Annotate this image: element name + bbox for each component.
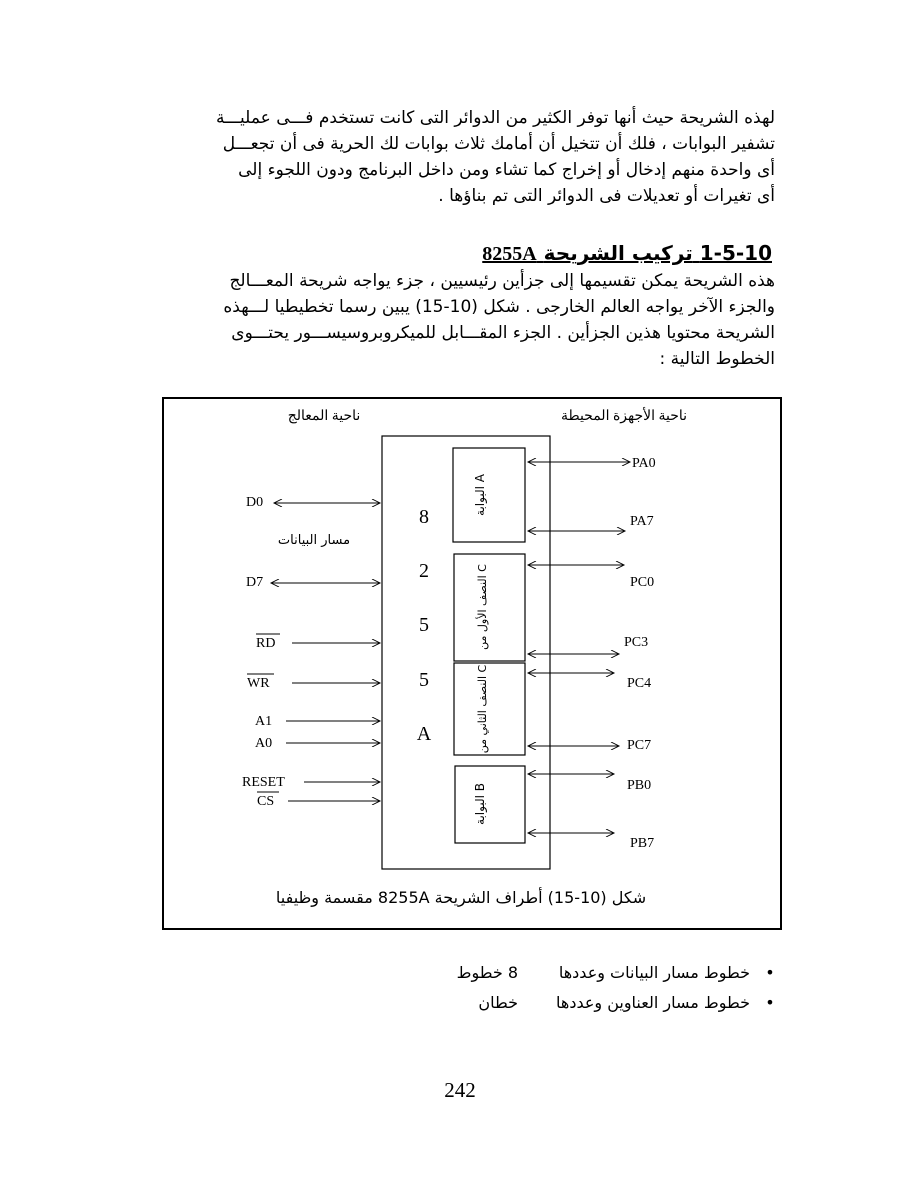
bullet-marker: • [765, 993, 775, 1012]
port-c-lower-label: النصف الثاني من C [476, 664, 489, 754]
processor-side-label: ناحية المعالج [287, 409, 361, 424]
figure-caption: شكل (10-15) أطراف الشريحة 8255A مقسمة وظيفيا [275, 888, 647, 907]
bullet-item [240, 963, 780, 993]
pin-pb7-label: PB7 [630, 836, 655, 851]
bullet-text: خطوط مسار البيانات وعددها [558, 963, 750, 982]
signal-a1-label: A1 [255, 714, 273, 729]
port-c-upper-label: النصف الأول من C [476, 564, 489, 650]
section-heading [482, 241, 772, 266]
section-number: 1-5-10 [699, 241, 772, 265]
signal-wr-label: WR [247, 676, 270, 691]
port-b-label: البوابة B [473, 783, 487, 825]
port-a-block [453, 448, 525, 542]
signal-d0-label: D0 [246, 495, 264, 510]
bullet-text: خطوط مسار العناوين وعددها [556, 993, 750, 1012]
signal-reset-label: RESET [242, 775, 285, 790]
peripheral-side-label: ناحية الأجهزة المحيطة [560, 409, 688, 424]
pin-pb0-label: PB0 [627, 778, 652, 793]
section-title-text: تركيب الشريحة [543, 241, 693, 265]
body-paragraph [146, 268, 775, 372]
signal-a0-label: A0 [255, 736, 273, 751]
port-a-label: البوابة A [473, 474, 487, 516]
signal-cs-label: CS [257, 794, 275, 809]
body-line: الخطوط التالية : [659, 349, 775, 369]
intro-line: أى تغيرات أو تعديلات فى الدوائر التى تم بناؤها . [438, 186, 775, 206]
pin-pa7-label: PA7 [630, 514, 654, 529]
chip-char: 2 [419, 560, 429, 582]
bullet-value: 8 خطوط [456, 963, 518, 982]
port-c-lower-block [454, 663, 525, 755]
chip-char: A [416, 723, 432, 745]
intro-line: لهذه الشريحة حيث أنها توفر الكثير من الدوائر التى كانت تستخدم فـــى عمليـــة [216, 108, 775, 128]
chip-char: 5 [419, 614, 429, 636]
port-b-block [455, 766, 525, 843]
chip-char: 5 [419, 669, 429, 691]
bullet-item [240, 993, 780, 1023]
intro-line: تشفير البوابات ، فلك أن تتخيل أن أمامك ثلاث بوابات لك الحرية فى أن تجعـــل [222, 134, 775, 154]
section-chip-name: 8255A [482, 243, 537, 265]
pinout-diagram [164, 399, 780, 928]
chip-char: 8 [419, 506, 429, 528]
bullet-value: خطان [478, 993, 518, 1012]
pin-pc7-label: PC7 [627, 738, 652, 753]
signal-rd-label: RD [256, 636, 276, 651]
signal-d7-label: D7 [246, 575, 264, 590]
body-line: هذه الشريحة يمكن تقسيمها إلى جزأين رئيسيين ، جزء يواجه شريحة المعـــالج [229, 271, 775, 291]
intro-paragraph [146, 105, 775, 209]
bullet-list [240, 963, 780, 1023]
port-c-upper-block [454, 554, 525, 661]
intro-line: أى واحدة منهم إدخال أو إخراج كما تشاء ومن داخل البرنامج ودون اللجوء إلى [238, 160, 775, 180]
data-bus-label: مسار البيانات [277, 533, 351, 548]
pin-pc3-label: PC3 [624, 635, 649, 650]
body-line: الشريحة محتويا هذين الجزأين . الجزء المقـــابل للميكروبروسيســـور يحتـــوى [231, 323, 775, 343]
bullet-marker: • [765, 963, 775, 982]
pin-pc4-label: PC4 [627, 676, 652, 691]
pin-pa0-label: PA0 [632, 456, 656, 471]
pin-pc0-label: PC0 [630, 575, 655, 590]
page-number: 242 [444, 1078, 476, 1102]
figure-8255a [162, 397, 782, 930]
body-line: والجزء الآخر يواجه العالم الخارجى . شكل (10-15) يبين رسما تخطيطيا لـــهذه [223, 297, 775, 317]
